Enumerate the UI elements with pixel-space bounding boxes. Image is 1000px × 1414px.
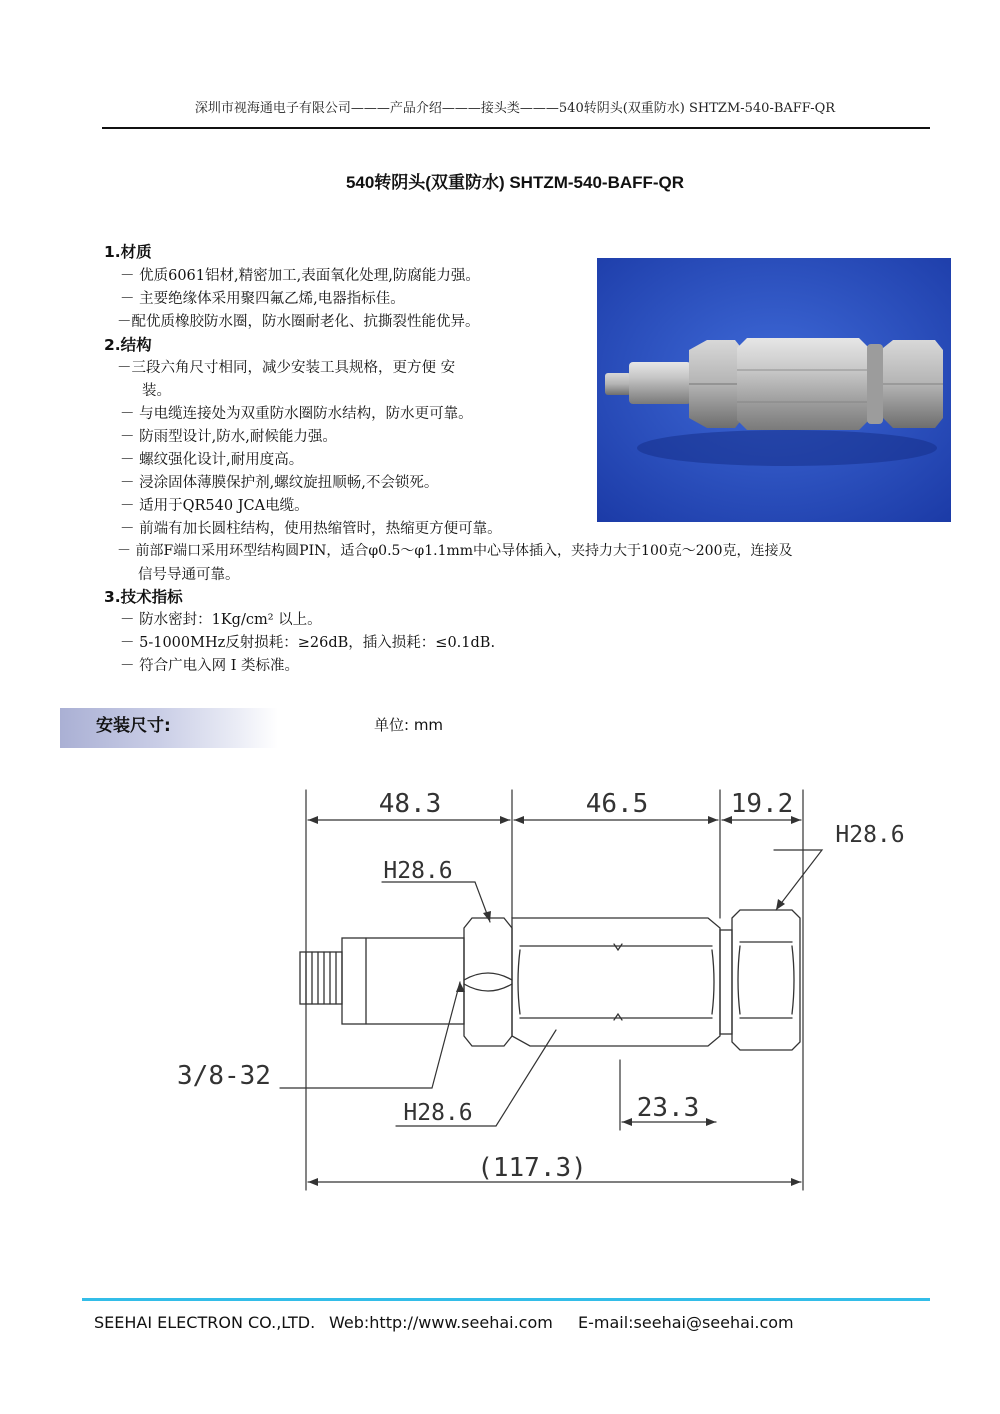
footer-email: E-mail:seehai@seehai.com bbox=[578, 1313, 794, 1332]
hex-left-label: H28.6 bbox=[383, 858, 453, 884]
spec-item: － 符合广电入网 I 类标准。 bbox=[120, 658, 300, 674]
structure-item: － 浸涂固体薄膜保护剂,螺纹旋扭顺畅,不会锁死。 bbox=[120, 475, 439, 491]
dimension-drawing bbox=[160, 770, 960, 1210]
section-heading-structure: 2.结构 bbox=[104, 336, 152, 354]
footer-company: SEEHAI ELECTRON CO.,LTD. bbox=[94, 1313, 316, 1332]
dim-total: (117.3) bbox=[477, 1153, 587, 1183]
footer-divider bbox=[82, 1298, 930, 1301]
unit-label: 单位: mm bbox=[374, 716, 444, 734]
section-heading-specs: 3.技术指标 bbox=[104, 588, 183, 606]
page-header: 深圳市视海通电子有限公司———产品介绍———接头类———540转阴头(双重防水) SHTZM-540-BAFF-QR bbox=[194, 101, 836, 116]
structure-item: 装。 bbox=[142, 383, 171, 399]
dim-right: 19.2 bbox=[730, 789, 794, 819]
thread-label: 3/8-32 bbox=[177, 1061, 271, 1091]
structure-item: 信号导通可靠。 bbox=[138, 567, 240, 583]
hex-bottom-label: H28.6 bbox=[403, 1100, 473, 1126]
structure-item: － 螺纹强化设计,耐用度高。 bbox=[120, 452, 304, 468]
material-item: － 主要绝缘体采用聚四氟乙烯,电器指标佳。 bbox=[120, 291, 405, 307]
structure-item: － 防雨型设计,防水,耐候能力强。 bbox=[120, 429, 337, 445]
material-item: －配优质橡胶防水圈，防水圈耐老化、抗撕裂性能优异。 bbox=[117, 314, 480, 330]
product-title: 540转阴头(双重防水) SHTZM-540-BAFF-QR bbox=[345, 173, 685, 192]
footer-web: Web:http://www.seehai.com bbox=[329, 1313, 553, 1332]
structure-item: －三段六角尺寸相同，减少安装工具规格，更方便 安 bbox=[117, 360, 456, 376]
spec-item: － 防水密封：1Kg/cm² 以上。 bbox=[120, 612, 322, 628]
header-divider bbox=[102, 127, 930, 129]
dim-sub: 23.3 bbox=[636, 1093, 700, 1123]
hex-right-label: H28.6 bbox=[835, 822, 905, 848]
dim-mid: 46.5 bbox=[585, 789, 649, 819]
material-item: － 优质6061铝材,精密加工,表面氧化处理,防腐能力强。 bbox=[120, 268, 480, 284]
dim-left: 48.3 bbox=[378, 789, 442, 819]
product-photo bbox=[597, 258, 951, 522]
structure-item: － 适用于QR540 JCA电缆。 bbox=[120, 498, 309, 514]
structure-item: － 前端有加长圆柱结构，使用热缩管时，热缩更方便可靠。 bbox=[120, 521, 502, 537]
structure-item: － 前部F端口采用环型结构圆PIN，适合φ0.5～φ1.1mm中心导体插入，夹持力大于100克～200克，连接及 bbox=[117, 543, 793, 559]
section-heading-material: 1.材质 bbox=[104, 243, 152, 261]
structure-item: － 与电缆连接处为双重防水圈防水结构，防水更可靠。 bbox=[120, 406, 473, 422]
spec-item: － 5-1000MHz反射损耗：≥26dB，插入损耗：≤0.1dB. bbox=[120, 635, 496, 651]
install-title: 安装尺寸: bbox=[96, 716, 171, 736]
